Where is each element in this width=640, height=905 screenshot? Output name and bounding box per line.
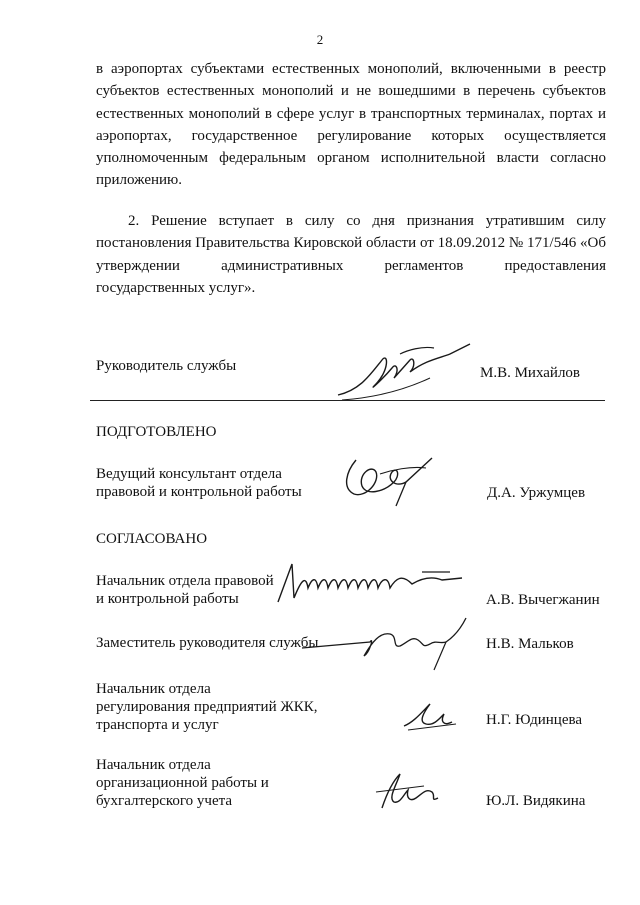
head-position: Руководитель службы	[96, 358, 237, 374]
agreed-entry-2-name: Н.В. Мальков	[486, 636, 574, 652]
agreed-entry-4-line1: Начальник отдела	[96, 757, 211, 773]
section-divider	[90, 400, 605, 401]
agreed-entry-4-line2: организационной работы и	[96, 775, 269, 791]
agreed-entry-4-line3: бухгалтерского учета	[96, 793, 233, 809]
agreed-entry-4-signature	[372, 768, 452, 816]
prepared-position-line1: Ведущий консультант отдела	[96, 466, 282, 482]
prepared-position-line2: правовой и контрольной работы	[96, 484, 302, 500]
body-paragraph-1: в аэропортах субъектами естественных монополий, включенными в реестр субъектов естественных монополий и не вошедшими в перечень субъектов естественных монополий в сфере услуг в транспортных терминалах, портах и аэропортах, государственное регулирование которых осуществляется уполномоченным федеральным органом исполнительной власти согласно приложению.	[96, 61, 606, 189]
agreed-entry-1-line1: Начальник отдела правовой	[96, 573, 274, 589]
agreed-entry-4-name: Ю.Л. Видякина	[486, 793, 586, 809]
agreed-entry-3-name: Н.Г. Юдинцева	[486, 712, 583, 728]
prepared-name: Д.А. Уржумцев	[487, 485, 586, 501]
agreed-entry-3-line1: Начальник отдела	[96, 681, 211, 697]
agreed-entry-1-name: А.В. Вычегжанин	[486, 592, 600, 608]
agreed-entry-2-line1: Заместитель руководителя службы	[96, 635, 319, 651]
agreed-entry-1-signature	[272, 558, 472, 608]
prepared-signature	[336, 452, 446, 508]
agreed-entry-3-line3: транспорта и услуг	[96, 717, 219, 733]
page-number: 2	[316, 32, 324, 47]
prepared-heading: ПОДГОТОВЛЕНО	[96, 424, 217, 440]
agreed-entry-1-line2: и контрольной работы	[96, 591, 239, 607]
head-signature	[330, 340, 480, 402]
head-name: М.В. Михайлов	[480, 365, 581, 381]
agreed-heading: СОГЛАСОВАНО	[96, 531, 208, 547]
agreed-entry-2-signature	[300, 612, 480, 672]
body-paragraph-2: 2. Решение вступает в силу со дня признания утратившим силу постановления Правительства Кировской области от 18.09.2012 № 171/546 «Об утверждении административных регламентов предоставления государственных услуг».	[96, 213, 606, 296]
agreed-entry-3-line2: регулирования предприятий ЖКК,	[96, 699, 318, 715]
agreed-entry-3-signature	[400, 698, 460, 734]
